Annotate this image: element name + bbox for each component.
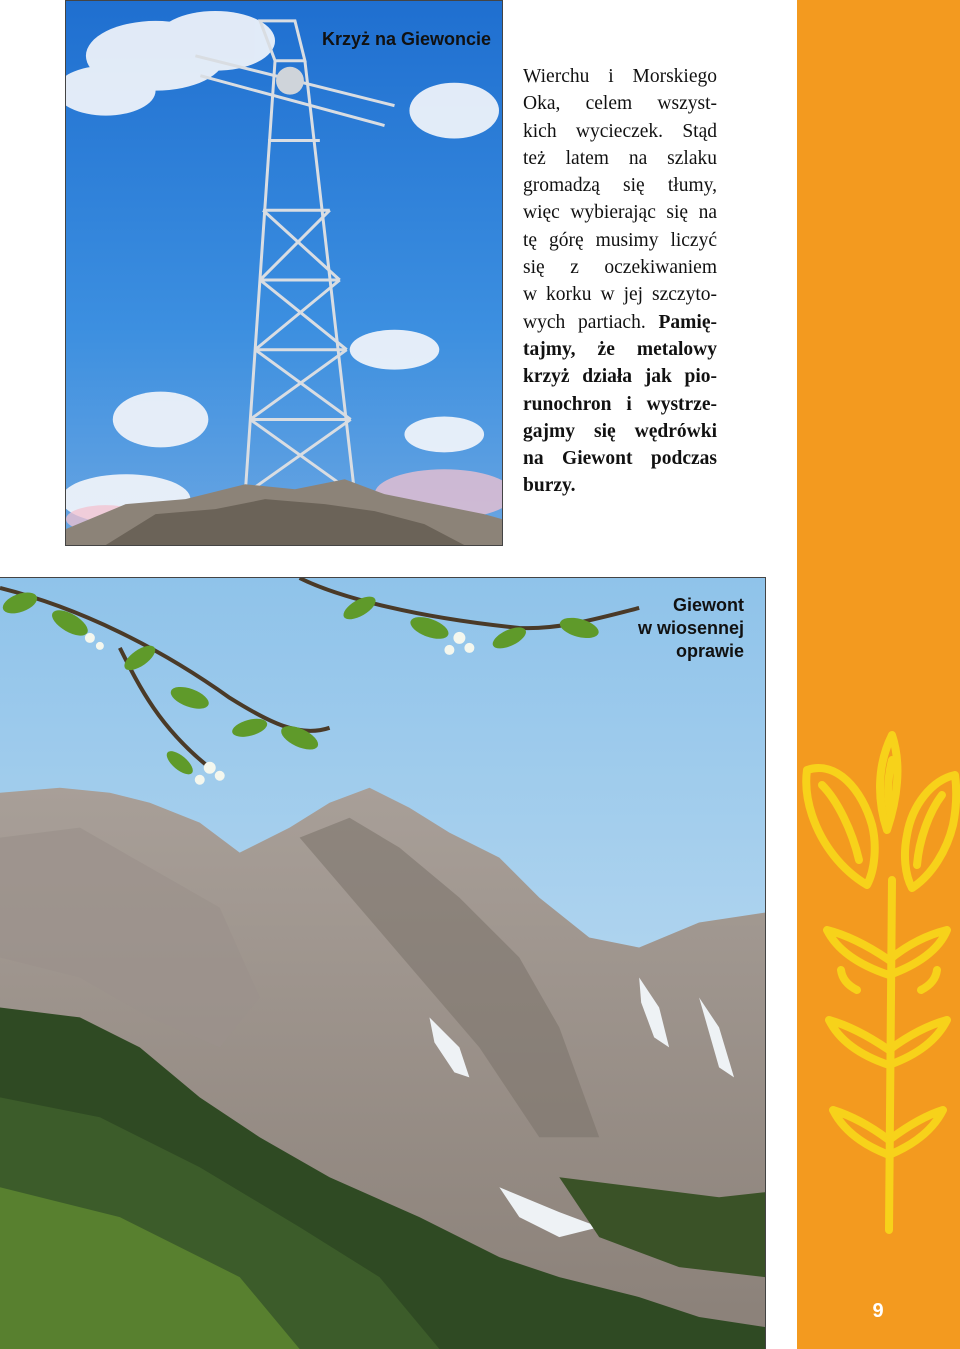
text-line-bold: krzyż działa jak pio- [523,366,717,388]
text-line: Oka, celem wszyst- [523,93,717,115]
text-line: się z oczekiwaniem [523,257,717,279]
text-line-bold: runochron i wystrze- [523,393,717,415]
caption-line: oprawie [675,641,744,661]
text-line: w korku w jej szczyto- [523,284,717,306]
mountain-photo-illustration [0,578,765,1349]
body-text [523,63,717,500]
text-line-bold: burzy. [523,475,576,497]
page-number: 9 [872,1300,884,1322]
text-fragment-bold: Pamię- [658,311,717,333]
caption-line: Giewont [673,595,744,615]
caption-line: w wiosennej [637,618,744,638]
text-line: gromadzą się tłumy, [523,175,717,197]
side-band [797,0,960,1349]
cross-photo [65,0,503,546]
text-line: Wierchu i Morskiego [523,66,717,87]
text-line-bold: na Giewont podczas [523,448,717,470]
text-line: więc wybierając się na [523,202,717,224]
text-line: tę górę musimy liczyć [523,229,717,251]
text-line-mixed [523,309,717,336]
cross-photo-caption: Krzyż na Giewoncie [322,29,492,49]
mountain-photo [0,577,766,1349]
stylized-tulip-ornament-icon [797,0,960,1349]
text-line-bold: tajmy, że metalowy [523,338,717,360]
mountain-photo-caption [610,594,744,663]
text-line: też latem na szlaku [523,147,717,169]
text-fragment-regular: wych partiach. [523,311,646,333]
text-line: kich wycieczek. Stąd [523,120,717,142]
text-line-bold: gajmy się wędrówki [523,420,717,442]
cross-photo-illustration [66,1,502,545]
